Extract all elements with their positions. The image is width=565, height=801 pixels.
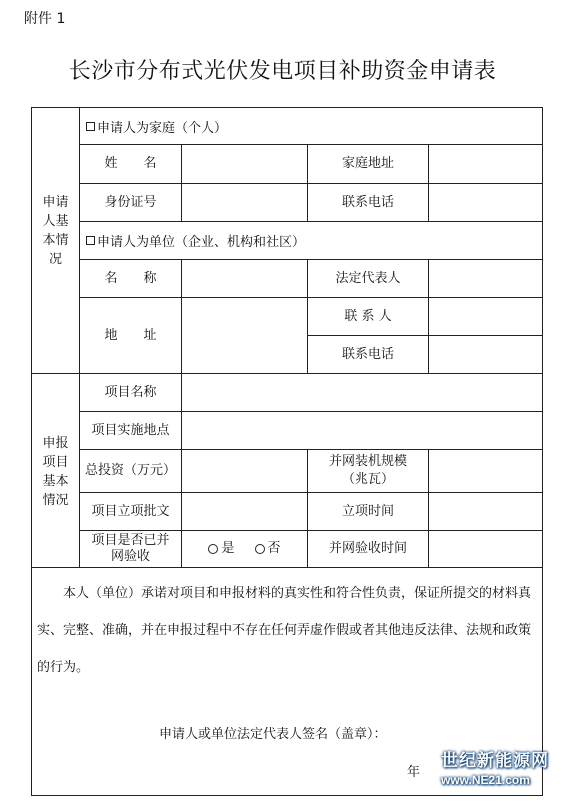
investment-field[interactable] (182, 450, 307, 492)
individual-address-label: 家庭地址 (341, 156, 394, 172)
organization-applicant-option[interactable] (86, 231, 305, 250)
capacity-label-text: 并网装机规模（兆瓦） (328, 454, 407, 487)
accepted-label-text: 项目是否已并网验收 (91, 533, 170, 564)
section-label-applicant-text: 申请人基本情况 (42, 195, 69, 267)
row-line (79, 221, 543, 222)
accepted-options (182, 531, 307, 567)
capacity-field[interactable] (429, 450, 542, 492)
acceptance-time-label: 并网验收时间 (328, 541, 407, 557)
option-no-radio[interactable] (255, 544, 265, 554)
option-no[interactable] (255, 540, 281, 558)
project-location-field[interactable] (182, 412, 542, 449)
project-name-field[interactable] (182, 374, 542, 411)
contact-person-field[interactable] (429, 298, 542, 335)
option-yes-label: 是 (221, 541, 235, 557)
application-form-table (31, 107, 543, 795)
project-location-label: 项目实施地点 (91, 422, 170, 438)
page-title: 长沙市分布式光伏发电项目补助资金申请表 (68, 59, 497, 84)
individual-id-field[interactable] (182, 184, 307, 221)
watermark-logo (441, 746, 561, 796)
organization-address-field[interactable] (182, 298, 307, 373)
individual-name-label: 姓 名 (104, 156, 157, 172)
accepted-label (80, 531, 181, 567)
attachment-label: 附件 1 (24, 11, 66, 27)
organization-phone-label: 联系电话 (341, 346, 394, 362)
legal-rep-field[interactable] (429, 260, 542, 297)
organization-phone-field[interactable] (429, 336, 542, 373)
individual-name-field[interactable] (182, 145, 307, 183)
section-label-project (32, 423, 79, 523)
legal-rep-label: 法定代表人 (335, 270, 401, 286)
signature-label: 申请人或单位法定代表人签名（盖章）： (159, 727, 387, 742)
section-separator (31, 567, 543, 568)
table-border-top (31, 107, 543, 108)
promise-text: 本人（单位）承诺对项目和申报材料的真实性和符合性负责，保证所提交的材料真实、完整、准确，并在申报过程中不存在任何弄虚作假或者其他违反法律、法规和政策的行为。 (37, 586, 532, 675)
table-border-right (542, 107, 543, 795)
capacity-label (308, 450, 428, 492)
option-no-label: 否 (267, 541, 281, 557)
organization-name-field[interactable] (182, 260, 307, 297)
individual-phone-field[interactable] (429, 184, 542, 221)
approval-doc-label: 项目立项批文 (91, 503, 170, 519)
individual-checkbox-label: 申请人为家庭（个人） (97, 121, 228, 136)
option-yes[interactable] (208, 540, 234, 558)
organization-checkbox-label: 申请人为单位（企业、机构和社区） (97, 235, 306, 250)
option-yes-radio[interactable] (208, 544, 218, 554)
approval-doc-field[interactable] (182, 493, 307, 530)
organization-address-label: 地 址 (104, 327, 157, 343)
project-name-label: 项目名称 (104, 384, 157, 400)
approval-time-label: 立项时间 (341, 503, 394, 519)
individual-phone-label: 联系电话 (341, 194, 394, 210)
contact-person-label: 联 系 人 (344, 308, 392, 324)
watermark-url: www.NE21.com (441, 773, 530, 787)
section-label-applicant (32, 167, 79, 297)
watermark-name: 世纪新能源网 (441, 751, 549, 770)
individual-checkbox[interactable] (86, 122, 95, 131)
individual-id-label: 身份证号 (104, 194, 157, 210)
organization-name-label: 名 称 (104, 270, 157, 286)
acceptance-time-field[interactable] (429, 531, 542, 567)
date-year-label: 年 (407, 765, 421, 780)
individual-address-field[interactable] (429, 145, 542, 183)
organization-checkbox[interactable] (86, 236, 95, 245)
individual-applicant-option[interactable] (86, 117, 227, 136)
investment-label: 总投资（万元） (84, 463, 176, 479)
section-label-project-text: 申报项目基本情况 (42, 436, 69, 508)
approval-time-field[interactable] (429, 493, 542, 530)
